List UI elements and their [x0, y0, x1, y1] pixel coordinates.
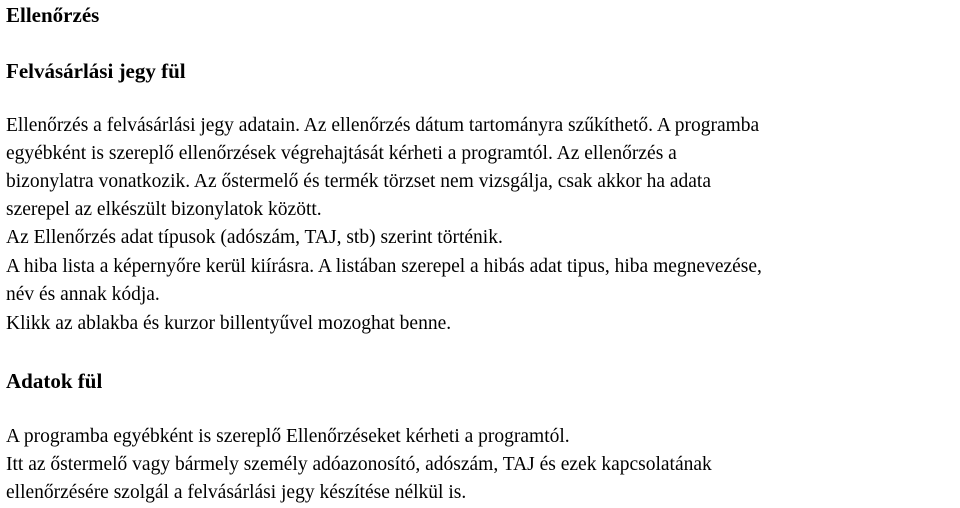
paragraph-line: egyébként is szereplő ellenőrzések végrehajtását kérheti a programtól. Az ellenőrzés a — [6, 143, 677, 164]
paragraph-line: ellenőrzésére szolgál a felvásárlási jegy készítése nélkül is. — [6, 482, 467, 503]
paragraph-line: Klikk az ablakba és kurzor billentyűvel mozoghat benne. — [6, 313, 452, 334]
paragraph-line: bizonylatra vonatkozik. Az őstermelő és termék törzset nem vizsgálja, csak akkor ha adata — [6, 171, 711, 192]
paragraph-line: név és annak kódja. — [6, 284, 160, 305]
paragraph-line: Ellenőrzés a felvásárlási jegy adatain. Az ellenőrzés dátum tartományra szűkíthető. A programba — [6, 115, 760, 136]
section-heading-adatok: Adatok fül — [6, 369, 103, 393]
paragraph-line: A programba egyébként is szereplő Ellenőrzéseket kérheti a programtól. — [6, 426, 570, 447]
paragraph-line: Az Ellenőrzés adat típusok (adószám, TAJ, stb) szerint történik. — [6, 227, 503, 248]
paragraph-line: szerepel az elkészült bizonylatok között. — [6, 199, 322, 220]
paragraph-line: Itt az őstermelő vagy bármely személy adóazonosító, adószám, TAJ és ezek kapcsolatának — [6, 454, 712, 475]
section-heading-felvasarlasi-jegy: Felvásárlási jegy fül — [6, 59, 186, 83]
paragraph-line: A hiba lista a képernyőre kerül kiírásra. A listában szerepel a hibás adat tipus, hiba megnevezése, — [6, 256, 762, 277]
page-title: Ellenőrzés — [6, 3, 100, 27]
